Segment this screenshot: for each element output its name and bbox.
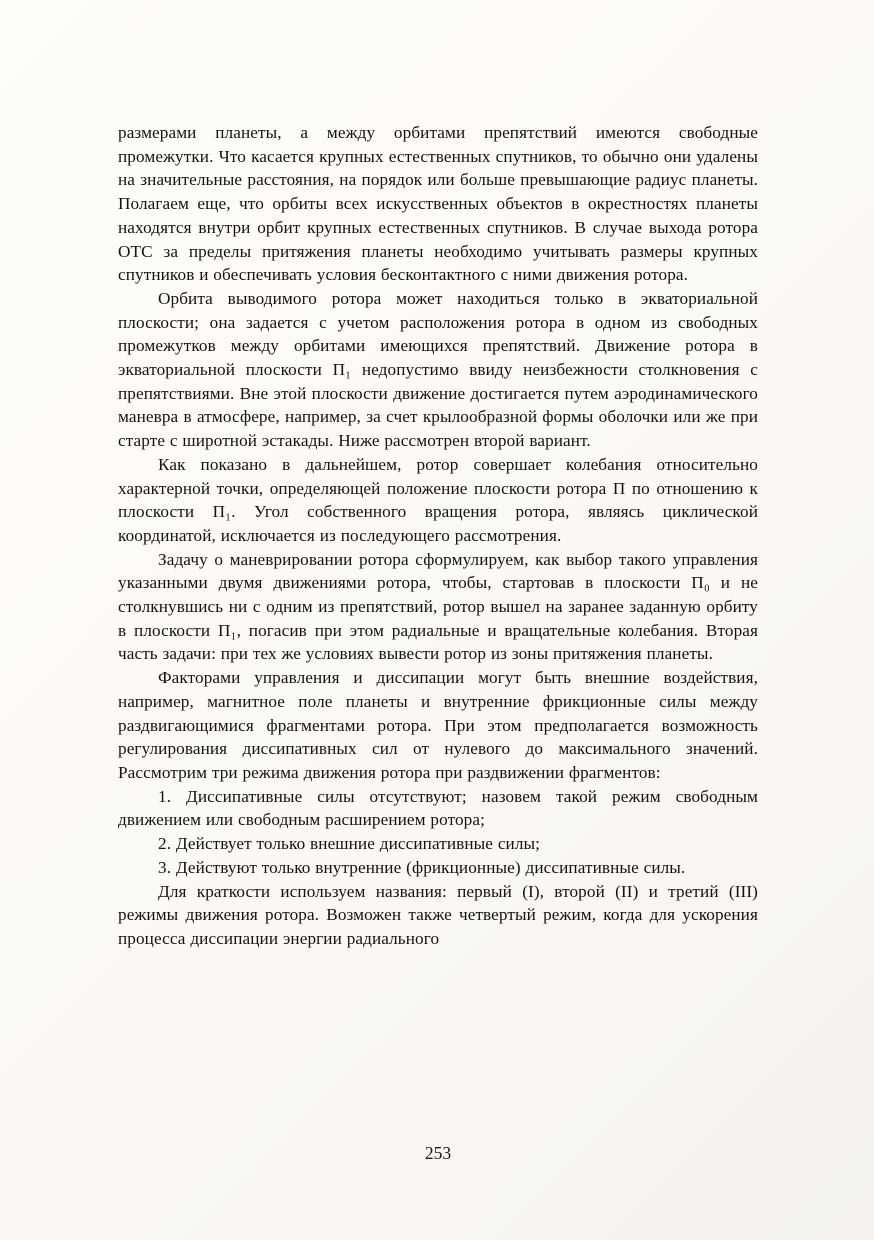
page-number: 253 (424, 1143, 452, 1163)
text-block (118, 121, 758, 951)
paragraph-oscillations: Как показано в дальнейшем, ротор совершает колебания относительно характерной точки, определяющей положение плоскости ротора П по отношению к плоскости П₁. Угол собственного вращения ротора, являясь циклической координатой, исключается из последующего рассмотрения. (118, 454, 758, 545)
paragraph-regime-names: Для краткости используем названия: первый (I), второй (II) и третий (III) режимы движения ротора. Возможен также четвертый режим, когда для ускорения процесса диссипации энергии радиального (118, 881, 758, 948)
paragraph-maneuver-task: Задачу о маневрировании ротора сформулируем, как выбор такого управления указанными двумя движениями ротора, чтобы, стартовав в плоскости П₀ и не столкнувшись ни с одним из препятствий, ротор вышел на заранее заданную орбиту в плоскости П₁, погасив при этом радиальные и вращательные колебания. Вторая часть задачи: при тех же условиях вывести ротор из зоны притяжения планеты. (118, 549, 758, 664)
list-item-regime-2: 2. Действует только внешние диссипативные силы; (158, 834, 541, 854)
paragraph-orbit: Орбита выводимого ротора может находиться только в экваториальной плоскости; она задается с учетом расположения ротора в одном из свободных промежутков между орбитами имеющихся препятствий. Движение ротора в экваториальной плоскости П₁ недопустимо ввиду неизбежности столкновения с препятствиями. Вне этой плоскости движение достигается путем аэродинамического маневра в атмосфере, например, за счет крылообразной формы оболочки или же при старте с широтной эстакады. Ниже рассмотрен второй вариант. (118, 288, 758, 451)
list-item-regime-3: 3. Действуют только внутренние (фрикционные) диссипативные силы. (158, 857, 686, 877)
paragraph-control-factors: Факторами управления и диссипации могут быть внешние воздействия, например, магнитное поле планеты и внутренние фрикционные силы между раздвигающимися фрагментами ротора. При этом предполагается возможность регулирования диссипативных сил от нулевого до максимального значений. Рассмотрим три режима движения ротора при раздвижении фрагментов: (118, 668, 758, 782)
list-item-regime-1: 1. Диссипативные силы отсутствуют; назовем такой режим свободным движением или свободным расширением ротора; (118, 786, 758, 830)
paragraph-continuation: размерами планеты, а между орбитами препятствий имеются свободные промежутки. Что касается крупных естественных спутников, то обычно они удалены на значительные расстояния, на порядок или больше превышающие радиус планеты. Полагаем еще, что орбиты всех искусственных объектов в окрестностях планеты находятся внутри орбит крупных естественных спутников. В случае выхода ротора ОТС за пределы притяжения планеты необходимо учитывать размеры крупных спутников и обеспечивать условия бесконтактного с ними движения ротора. (118, 123, 758, 285)
